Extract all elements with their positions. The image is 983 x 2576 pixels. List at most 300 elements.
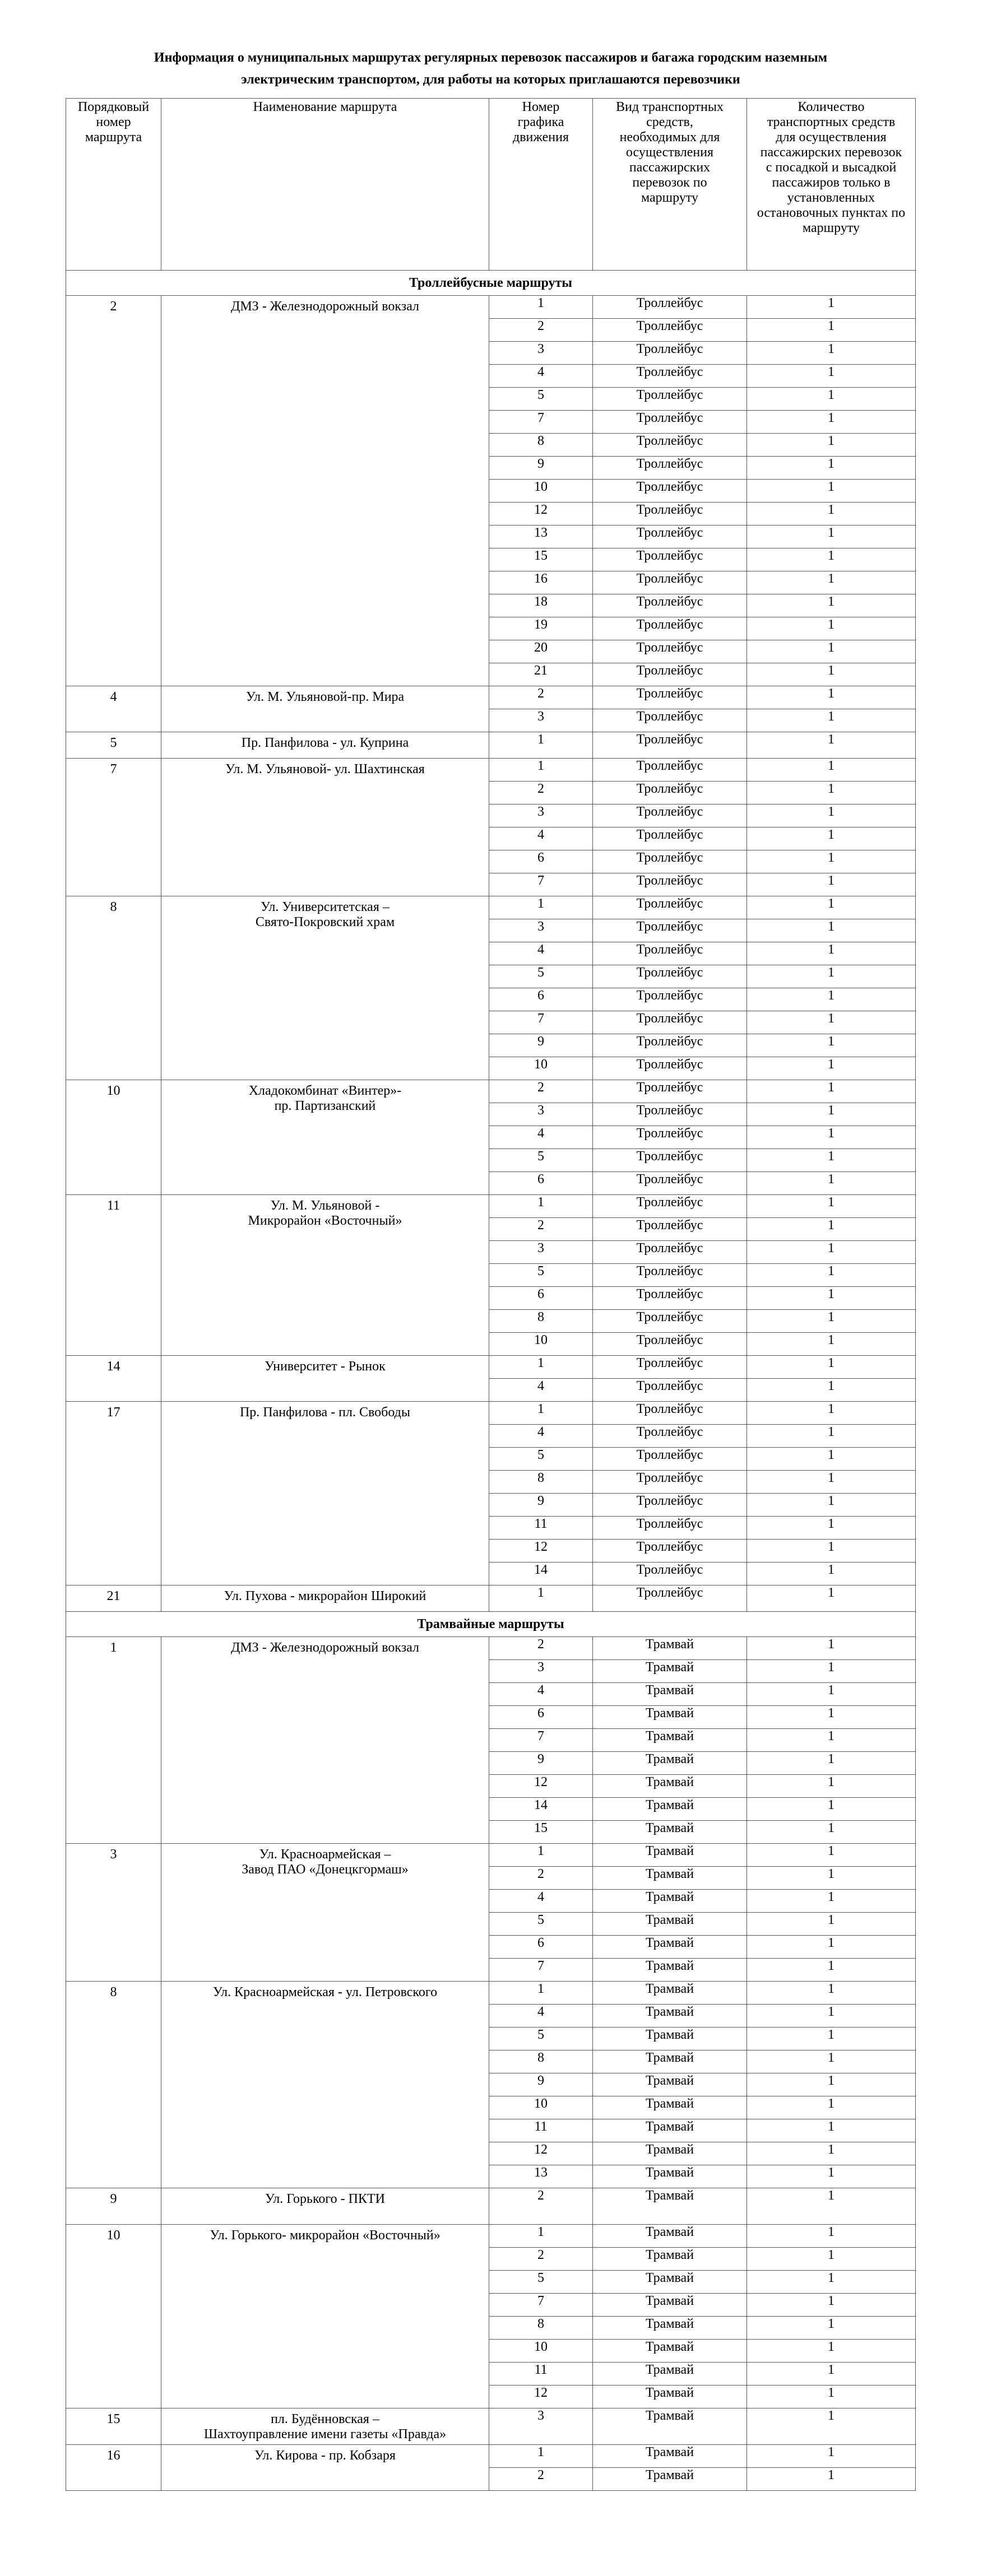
vehicle-quantity: 1 [747,1706,916,1729]
route-number: 9 [66,2188,161,2225]
vehicle-type: Троллейбус [593,1333,747,1356]
schedule-number: 14 [489,1798,593,1821]
vehicle-type: Троллейбус [593,594,747,617]
vehicle-quantity: 1 [747,1333,916,1356]
schedule-number: 5 [489,388,593,411]
header-text-line: с посадкой и высадкой [766,160,897,175]
vehicle-type: Трамвай [593,2386,747,2408]
header-text-line: графика [517,115,564,129]
route-name-line: Ул. Университетская – [261,900,390,914]
vehicle-quantity: 1 [747,732,916,759]
section-row [66,1612,916,1637]
vehicle-type: Троллейбус [593,1195,747,1218]
schedule-number: 7 [489,1959,593,1982]
vehicle-type: Троллейбус [593,457,747,480]
title-line: электрическим транспортом, для работы на которых приглашаются перевозчики [241,72,740,87]
table-row [66,1844,916,1867]
vehicle-type: Трамвай [593,2050,747,2073]
route-name [161,896,489,1080]
vehicle-quantity: 1 [747,1218,916,1241]
vehicle-type: Троллейбус [593,365,747,388]
route-name [161,1844,489,1982]
vehicle-quantity: 1 [747,594,916,617]
table-row [66,296,916,319]
vehicle-type: Троллейбус [593,1540,747,1563]
route-name-line: Ул. Горького- микрорайон «Восточный» [210,2228,441,2243]
schedule-number: 12 [489,1540,593,1563]
header-text-line: Вид транспортных [616,100,724,114]
schedule-number: 2 [489,319,593,342]
schedule-number: 2 [489,2468,593,2491]
route-name [161,732,489,759]
vehicle-quantity: 1 [747,2363,916,2386]
schedule-number: 8 [489,1471,593,1494]
route-name-line: Ул. Красноармейская – [259,1847,391,1862]
schedule-number: 3 [489,342,593,365]
route-name-line: Ул. М. Ульяновой - [270,1198,380,1213]
vehicle-quantity: 1 [747,873,916,896]
title-line: Информация о муниципальных маршрутах регулярных перевозок пассажиров и багажа городским наземным [154,50,828,65]
vehicle-quantity: 1 [747,1844,916,1867]
schedule-number: 12 [489,503,593,526]
table-row [66,2445,916,2468]
schedule-number: 4 [489,1890,593,1913]
vehicle-quantity: 1 [747,988,916,1011]
vehicle-type: Трамвай [593,2225,747,2248]
route-number: 4 [66,686,161,732]
header-text-line: транспортных средств [767,115,896,129]
schedule-number: 3 [489,2408,593,2445]
vehicle-type: Трамвай [593,1890,747,1913]
schedule-number: 10 [489,1057,593,1080]
route-number: 16 [66,2445,161,2491]
header-text-line: Наименование маршрута [253,100,397,114]
vehicle-type: Троллейбус [593,571,747,594]
vehicle-type: Троллейбус [593,548,747,571]
schedule-number: 5 [489,1448,593,1471]
vehicle-type: Троллейбус [593,640,747,663]
schedule-number: 8 [489,1310,593,1333]
table-row [66,1080,916,1103]
route-name-line: ДМЗ - Железнодорожный вокзал [230,299,420,314]
schedule-number: 11 [489,2363,593,2386]
vehicle-quantity: 1 [747,1448,916,1471]
vehicle-quantity: 1 [747,1103,916,1126]
header-schedule-number [489,99,593,271]
vehicle-type: Троллейбус [593,319,747,342]
schedule-number: 19 [489,617,593,640]
route-name-line: Ул. М. Ульяновой-пр. Мира [245,690,405,704]
vehicle-type: Троллейбус [593,1448,747,1471]
vehicle-type: Троллейбус [593,411,747,434]
route-name-line: пл. Будённовская – [271,2412,379,2426]
schedule-number: 5 [489,2271,593,2294]
schedule-number: 9 [489,2073,593,2096]
vehicle-quantity: 1 [747,919,916,942]
vehicle-type: Троллейбус [593,896,747,919]
vehicle-type: Трамвай [593,1683,747,1706]
vehicle-quantity: 1 [747,2271,916,2294]
vehicle-type: Трамвай [593,1821,747,1844]
route-number: 5 [66,732,161,759]
schedule-number: 10 [489,1333,593,1356]
vehicle-quantity: 1 [747,1752,916,1775]
document-title [66,47,915,91]
schedule-number: 4 [489,1126,593,1149]
header-route-name [161,99,489,271]
vehicle-quantity: 1 [747,548,916,571]
vehicle-quantity: 1 [747,434,916,457]
vehicle-quantity: 1 [747,1126,916,1149]
route-name [161,1195,489,1356]
schedule-number: 2 [489,686,593,709]
schedule-number: 11 [489,1517,593,1540]
vehicle-quantity: 1 [747,2317,916,2340]
vehicle-quantity: 1 [747,850,916,873]
vehicle-quantity: 1 [747,1563,916,1585]
route-name [161,1585,489,1612]
vehicle-type: Троллейбус [593,1149,747,1172]
route-name-line: Пр. Панфилова - пл. Свободы [239,1405,411,1420]
vehicle-type: Троллейбус [593,942,747,965]
table-row [66,896,916,919]
table-row [66,2225,916,2248]
vehicle-type: Троллейбус [593,1011,747,1034]
schedule-number: 5 [489,1149,593,1172]
header-text-line: Порядковый [77,100,150,114]
header-vehicle-quantity [747,99,916,271]
schedule-number: 1 [489,1844,593,1867]
vehicle-quantity: 1 [747,1149,916,1172]
route-name-line: Микрорайон «Восточный» [248,1213,402,1228]
header-text-line: пассажирских перевозок [760,145,902,160]
vehicle-quantity: 1 [747,2225,916,2248]
vehicle-quantity: 1 [747,457,916,480]
vehicle-quantity: 1 [747,759,916,782]
schedule-number: 2 [489,2188,593,2225]
schedule-number: 2 [489,1080,593,1103]
header-text-line: установленных [787,190,875,205]
vehicle-type: Троллейбус [593,617,747,640]
vehicle-type: Трамвай [593,2468,747,2491]
vehicle-quantity: 1 [747,1264,916,1287]
vehicle-type: Троллейбус [593,1080,747,1103]
route-name [161,2408,489,2445]
vehicle-quantity: 1 [747,342,916,365]
vehicle-type: Троллейбус [593,850,747,873]
vehicle-type: Троллейбус [593,1103,747,1126]
schedule-number: 1 [489,759,593,782]
header-route-number [66,99,161,271]
route-name-line: Хладокомбинат «Винтер»- [248,1084,402,1098]
schedule-number: 4 [489,1379,593,1402]
vehicle-quantity: 1 [747,1637,916,1660]
route-name-line: Ул. Горького - ПКТИ [265,2192,385,2206]
schedule-number: 12 [489,2386,593,2408]
vehicle-type: Троллейбус [593,1585,747,1612]
vehicle-type: Троллейбус [593,759,747,782]
vehicle-quantity: 1 [747,1982,916,2005]
schedule-number: 6 [489,1172,593,1195]
vehicle-type: Троллейбус [593,434,747,457]
vehicle-quantity: 1 [747,1936,916,1959]
route-name-line: Шахтоуправление имени газеты «Правда» [203,2427,447,2442]
vehicle-quantity: 1 [747,2005,916,2028]
vehicle-quantity: 1 [747,686,916,709]
vehicle-type: Троллейбус [593,1241,747,1264]
vehicle-type: Трамвай [593,1867,747,1890]
schedule-number: 2 [489,782,593,805]
schedule-number: 3 [489,709,593,732]
schedule-number: 1 [489,1982,593,2005]
vehicle-type: Троллейбус [593,503,747,526]
vehicle-quantity: 1 [747,2028,916,2050]
schedule-number: 9 [489,1752,593,1775]
vehicle-type: Троллейбус [593,1494,747,1517]
header-text-line: движения [512,130,569,145]
schedule-number: 4 [489,2005,593,2028]
table-row [66,2408,916,2445]
schedule-number: 21 [489,663,593,686]
vehicle-quantity: 1 [747,388,916,411]
vehicle-quantity: 1 [747,896,916,919]
vehicle-type: Трамвай [593,2363,747,2386]
vehicle-quantity: 1 [747,2188,916,2225]
schedule-number: 12 [489,1775,593,1798]
vehicle-quantity: 1 [747,571,916,594]
vehicle-type: Трамвай [593,2119,747,2142]
schedule-number: 3 [489,805,593,827]
schedule-number: 10 [489,2340,593,2363]
vehicle-type: Трамвай [593,2340,747,2363]
vehicle-type: Трамвай [593,1706,747,1729]
vehicle-quantity: 1 [747,1471,916,1494]
route-name-line: пр. Партизанский [274,1099,376,1113]
route-name [161,1080,489,1195]
vehicle-quantity: 1 [747,480,916,503]
vehicle-type: Троллейбус [593,965,747,988]
vehicle-quantity: 1 [747,2119,916,2142]
vehicle-quantity: 1 [747,2165,916,2188]
schedule-number: 11 [489,2119,593,2142]
vehicle-type: Троллейбус [593,709,747,732]
vehicle-type: Трамвай [593,2028,747,2050]
route-name [161,1402,489,1585]
schedule-number: 8 [489,2050,593,2073]
vehicle-type: Трамвай [593,1798,747,1821]
vehicle-quantity: 1 [747,1585,916,1612]
vehicle-quantity: 1 [747,2386,916,2408]
vehicle-type: Трамвай [593,2165,747,2188]
vehicle-quantity: 1 [747,1494,916,1517]
schedule-number: 16 [489,571,593,594]
route-number: 1 [66,1637,161,1844]
schedule-number: 3 [489,1241,593,1264]
header-text-line: остановочных пунктах по [757,206,906,220]
schedule-number: 2 [489,1637,593,1660]
vehicle-quantity: 1 [747,2340,916,2363]
schedule-number: 6 [489,1706,593,1729]
routes-table-body [66,271,916,2491]
vehicle-type: Троллейбус [593,1310,747,1333]
vehicle-type: Троллейбус [593,1218,747,1241]
vehicle-type: Трамвай [593,2248,747,2271]
vehicle-quantity: 1 [747,503,916,526]
schedule-number: 12 [489,2142,593,2165]
table-row [66,1982,916,2005]
route-number: 15 [66,2408,161,2445]
schedule-number: 7 [489,873,593,896]
vehicle-quantity: 1 [747,1080,916,1103]
vehicle-type: Трамвай [593,2142,747,2165]
schedule-number: 15 [489,1821,593,1844]
vehicle-quantity: 1 [747,709,916,732]
table-row [66,1402,916,1425]
vehicle-quantity: 1 [747,1821,916,1844]
vehicle-quantity: 1 [747,1660,916,1683]
table-row [66,1356,916,1379]
vehicle-type: Трамвай [593,2408,747,2445]
vehicle-quantity: 1 [747,640,916,663]
schedule-number: 9 [489,1494,593,1517]
vehicle-type: Трамвай [593,1637,747,1660]
schedule-number: 14 [489,1563,593,1585]
vehicle-type: Трамвай [593,1775,747,1798]
vehicle-quantity: 1 [747,365,916,388]
vehicle-type: Троллейбус [593,805,747,827]
vehicle-quantity: 1 [747,411,916,434]
route-name-line: Свято-Покровский храм [255,915,395,929]
schedule-number: 13 [489,526,593,548]
route-name-line: Ул. Красноармейская - ул. Петровского [212,1985,438,2000]
vehicle-type: Троллейбус [593,342,747,365]
section-title: Трамвайные маршруты [66,1612,916,1637]
schedule-number: 9 [489,457,593,480]
header-text-line: пассажиров только в [772,175,891,190]
route-name-line: Ул. М. Ульяновой- ул. Шахтинская [225,762,425,776]
vehicle-quantity: 1 [747,805,916,827]
vehicle-type: Троллейбус [593,1172,747,1195]
header-text-line: пассажирских [629,160,711,175]
route-name [161,686,489,732]
route-number: 2 [66,296,161,686]
vehicle-quantity: 1 [747,942,916,965]
schedule-number: 7 [489,1011,593,1034]
vehicle-quantity: 1 [747,526,916,548]
vehicle-type: Троллейбус [593,1379,747,1402]
route-name [161,759,489,896]
route-name-line: ДМЗ - Железнодорожный вокзал [230,1640,420,1655]
vehicle-quantity: 1 [747,782,916,805]
vehicle-type: Троллейбус [593,663,747,686]
vehicle-quantity: 1 [747,965,916,988]
vehicle-quantity: 1 [747,1425,916,1448]
header-text-line: для осуществления [776,130,887,145]
route-name [161,1982,489,2188]
schedule-number: 5 [489,1913,593,1936]
routes-table [66,98,916,2491]
vehicle-quantity: 1 [747,1890,916,1913]
vehicle-quantity: 1 [747,1517,916,1540]
vehicle-type: Троллейбус [593,1287,747,1310]
schedule-number: 3 [489,1660,593,1683]
vehicle-type: Троллейбус [593,1057,747,1080]
vehicle-type: Трамвай [593,1729,747,1752]
schedule-number: 7 [489,411,593,434]
vehicle-type: Троллейбус [593,827,747,850]
route-name-line: Завод ПАО «Донецкгормаш» [242,1862,409,1877]
schedule-number: 6 [489,850,593,873]
vehicle-quantity: 1 [747,2294,916,2317]
vehicle-quantity: 1 [747,2050,916,2073]
schedule-number: 9 [489,1034,593,1057]
schedule-number: 2 [489,1218,593,1241]
schedule-number: 6 [489,988,593,1011]
vehicle-type: Трамвай [593,1913,747,1936]
vehicle-type: Трамвай [593,2096,747,2119]
vehicle-quantity: 1 [747,1379,916,1402]
vehicle-type: Троллейбус [593,782,747,805]
table-row [66,732,916,759]
section-title: Троллейбусные маршруты [66,271,916,296]
route-name [161,2225,489,2408]
header-text-line: маршруту [641,190,698,205]
vehicle-type: Трамвай [593,2005,747,2028]
vehicle-quantity: 1 [747,1402,916,1425]
schedule-number: 5 [489,1264,593,1287]
schedule-number: 20 [489,640,593,663]
schedule-number: 1 [489,2445,593,2468]
schedule-number: 10 [489,480,593,503]
route-name-line: Ул. Кирова - пр. Кобзаря [254,2448,396,2463]
vehicle-quantity: 1 [747,1540,916,1563]
vehicle-quantity: 1 [747,1195,916,1218]
vehicle-quantity: 1 [747,1011,916,1034]
route-number: 8 [66,896,161,1080]
vehicle-quantity: 1 [747,2468,916,2491]
vehicle-quantity: 1 [747,1867,916,1890]
header-vehicle-type [593,99,747,271]
vehicle-type: Троллейбус [593,1563,747,1585]
vehicle-quantity: 1 [747,2248,916,2271]
vehicle-type: Троллейбус [593,1471,747,1494]
schedule-number: 8 [489,434,593,457]
vehicle-type: Трамвай [593,1752,747,1775]
header-text-line: средств, [646,115,693,129]
vehicle-type: Троллейбус [593,388,747,411]
vehicle-type: Трамвай [593,2271,747,2294]
vehicle-type: Трамвай [593,2073,747,2096]
table-row [66,1195,916,1218]
vehicle-type: Троллейбус [593,1356,747,1379]
vehicle-type: Троллейбус [593,296,747,319]
schedule-number: 6 [489,1287,593,1310]
vehicle-type: Трамвай [593,2294,747,2317]
vehicle-type: Троллейбус [593,1517,747,1540]
vehicle-type: Трамвай [593,1982,747,2005]
header-text-line: маршруту [802,221,860,235]
vehicle-type: Троллейбус [593,1264,747,1287]
schedule-number: 4 [489,827,593,850]
schedule-number: 4 [489,365,593,388]
route-number: 17 [66,1402,161,1585]
header-text-line: перевозок по [632,175,707,190]
schedule-number: 3 [489,919,593,942]
vehicle-quantity: 1 [747,2096,916,2119]
vehicle-quantity: 1 [747,663,916,686]
vehicle-type: Трамвай [593,2445,747,2468]
route-name [161,2188,489,2225]
